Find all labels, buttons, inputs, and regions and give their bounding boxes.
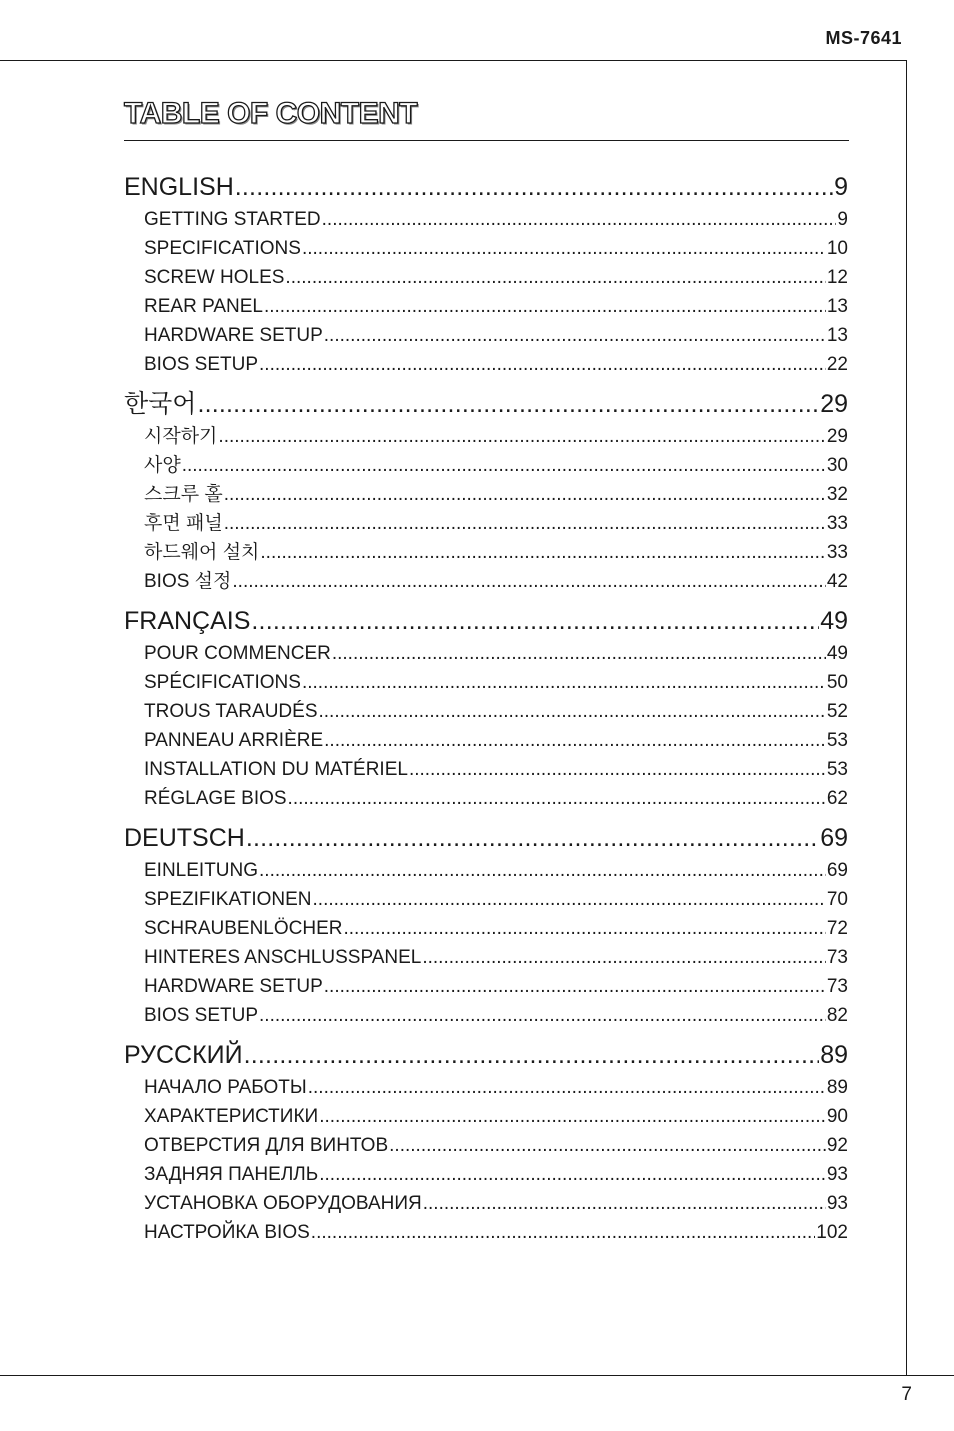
table-of-contents	[124, 170, 848, 1247]
toc-page-number: 62	[826, 788, 848, 809]
toc-entry-label: HARDWARE SETUP	[144, 325, 323, 346]
toc-page-number: 12	[826, 267, 848, 288]
toc-entry[interactable]	[124, 1189, 848, 1218]
toc-entry-label: ЗАДНЯЯ ПАНЕЛЛЬ	[144, 1164, 319, 1185]
toc-entry[interactable]	[124, 1102, 848, 1131]
dot-leader	[197, 387, 819, 422]
toc-section-title: DEUTSCH	[124, 824, 245, 852]
dot-leader	[232, 567, 825, 596]
toc-page-number: 30	[826, 455, 848, 476]
toc-page-number: 89	[826, 1077, 848, 1098]
toc-page-number: 72	[826, 918, 848, 939]
dot-leader	[319, 697, 826, 726]
toc-entry[interactable]	[124, 885, 848, 914]
toc-entry-main[interactable]	[124, 821, 848, 856]
toc-entry-label: GETTING STARTED	[144, 209, 321, 230]
toc-entry[interactable]	[124, 1001, 848, 1030]
dot-leader	[218, 422, 825, 451]
toc-entry-label: УСТАНОВКА ОБОРУДОВАНИЯ	[144, 1193, 422, 1214]
toc-page-number: 33	[826, 513, 848, 534]
toc-entry[interactable]	[124, 668, 848, 697]
toc-entry[interactable]	[124, 538, 848, 567]
dot-leader	[324, 321, 826, 350]
toc-section-title: ENGLISH	[124, 173, 234, 201]
toc-entry[interactable]	[124, 263, 848, 292]
page-title: TABLE OF CONTENT	[124, 97, 418, 130]
toc-section	[124, 1038, 848, 1247]
model-number: MS-7641	[825, 28, 902, 48]
toc-page-number: 82	[826, 1005, 848, 1026]
toc-entry[interactable]	[124, 567, 848, 596]
toc-entry[interactable]	[124, 856, 848, 885]
dot-leader	[260, 538, 825, 567]
toc-entry-label: SPECIFICATIONS	[144, 238, 301, 259]
toc-entry-label: НАЧАЛО РАБОТЫ	[144, 1077, 307, 1098]
toc-entry[interactable]	[124, 1131, 848, 1160]
toc-entry-label: SCREW HOLES	[144, 267, 285, 288]
dot-leader	[319, 1102, 826, 1131]
page-number: 7	[901, 1384, 912, 1405]
footer-rule	[0, 1375, 954, 1376]
toc-page-number: 69	[826, 860, 848, 881]
dot-leader	[324, 726, 826, 755]
toc-page-number: 92	[826, 1135, 848, 1156]
toc-entry[interactable]	[124, 234, 848, 263]
header-rule	[0, 60, 907, 61]
toc-entry-label: 시작하기	[144, 426, 218, 447]
toc-entry-label: 후면 패널	[144, 513, 223, 534]
toc-entry[interactable]	[124, 972, 848, 1001]
dot-leader	[224, 509, 826, 538]
toc-page-number: 89	[820, 1041, 848, 1069]
dot-leader	[313, 885, 826, 914]
toc-section	[124, 170, 848, 379]
toc-entry-label: BIOS SETUP	[144, 1005, 259, 1026]
dot-leader	[343, 914, 825, 943]
toc-section	[124, 821, 848, 1030]
toc-entry-label: POUR COMMENCER	[144, 643, 331, 664]
dot-leader	[244, 1038, 820, 1073]
toc-entry[interactable]	[124, 755, 848, 784]
toc-entry[interactable]	[124, 1218, 848, 1247]
toc-page-number: 73	[826, 947, 848, 968]
dot-leader	[182, 451, 826, 480]
toc-page-number: 69	[820, 824, 848, 852]
toc-entry-label: PANNEAU ARRIÈRE	[144, 730, 324, 751]
toc-entry[interactable]	[124, 321, 848, 350]
toc-entry[interactable]	[124, 726, 848, 755]
toc-page-number: 32	[826, 484, 848, 505]
toc-entry[interactable]	[124, 205, 848, 234]
toc-section-title: РУССКИЙ	[124, 1041, 243, 1069]
toc-page-number: 13	[826, 296, 848, 317]
toc-entry-main[interactable]	[124, 604, 848, 639]
toc-entry[interactable]	[124, 509, 848, 538]
toc-page-number: 29	[820, 390, 848, 418]
toc-entry[interactable]	[124, 350, 848, 379]
toc-entry-label: INSTALLATION DU MATÉRIEL	[144, 759, 408, 780]
dot-leader	[322, 205, 837, 234]
toc-page-number: 9	[834, 173, 848, 201]
toc-page-number: 33	[826, 542, 848, 563]
toc-entry[interactable]	[124, 292, 848, 321]
toc-entry-label: BIOS 설정	[144, 571, 232, 592]
toc-entry[interactable]	[124, 480, 848, 509]
toc-entry-label: SCHRAUBENLÖCHER	[144, 918, 343, 939]
toc-entry-label: НАСТРОЙКА BIOS	[144, 1222, 310, 1243]
toc-entry-label: ОТВЕРСТИЯ ДЛЯ ВИНТОВ	[144, 1135, 389, 1156]
dot-leader	[389, 1131, 826, 1160]
dot-leader	[259, 856, 826, 885]
toc-page-number: 49	[820, 607, 848, 635]
dot-leader	[288, 784, 826, 813]
toc-page-number: 53	[826, 730, 848, 751]
dot-leader	[409, 755, 826, 784]
dot-leader	[251, 604, 819, 639]
toc-section-title: FRANÇAIS	[124, 607, 251, 635]
dot-leader	[311, 1218, 816, 1247]
toc-section	[124, 604, 848, 813]
toc-entry-label: HINTERES ANSCHLUSSPANEL	[144, 947, 422, 968]
toc-page-number: 22	[826, 354, 848, 375]
dot-leader	[285, 263, 825, 292]
toc-entry-label: SPÉCIFICATIONS	[144, 672, 301, 693]
toc-page-number: 73	[826, 976, 848, 997]
toc-page-number: 29	[826, 426, 848, 447]
toc-entry-label: REAR PANEL	[144, 296, 263, 317]
toc-page-number: 13	[826, 325, 848, 346]
toc-section-title: 한국어	[124, 390, 197, 418]
toc-entry[interactable]	[124, 451, 848, 480]
dot-leader	[246, 821, 819, 856]
toc-entry-label: ХАРАКТЕРИСТИКИ	[144, 1106, 319, 1127]
toc-page-number: 53	[826, 759, 848, 780]
toc-entry[interactable]	[124, 639, 848, 668]
dot-leader	[224, 480, 826, 509]
dot-leader	[319, 1160, 826, 1189]
toc-page-number: 49	[826, 643, 848, 664]
toc-entry-label: 하드웨어 설치	[144, 542, 260, 563]
dot-leader	[259, 1001, 826, 1030]
toc-entry-label: SPEZIFIKATIONEN	[144, 889, 312, 910]
toc-entry-label: TROUS TARAUDÉS	[144, 701, 318, 722]
dot-leader	[423, 1189, 826, 1218]
toc-entry-label: RÉGLAGE BIOS	[144, 788, 287, 809]
toc-entry-label: 사양	[144, 455, 181, 476]
dot-leader	[235, 170, 833, 205]
dot-leader	[302, 234, 826, 263]
toc-page-number: 90	[826, 1106, 848, 1127]
margin-rule	[906, 60, 907, 1376]
toc-entry[interactable]	[124, 1073, 848, 1102]
toc-entry[interactable]	[124, 943, 848, 972]
toc-page-number: 70	[826, 889, 848, 910]
toc-entry[interactable]	[124, 914, 848, 943]
toc-page-number: 93	[826, 1164, 848, 1185]
toc-page-number: 50	[826, 672, 848, 693]
toc-section	[124, 387, 848, 596]
toc-entry-main[interactable]	[124, 170, 848, 205]
toc-entry-label: 스크루 홀	[144, 484, 223, 505]
toc-entry[interactable]	[124, 1160, 848, 1189]
toc-entry-label: HARDWARE SETUP	[144, 976, 323, 997]
dot-leader	[308, 1073, 826, 1102]
dot-leader	[302, 668, 826, 697]
toc-entry-label: BIOS SETUP	[144, 354, 259, 375]
toc-page-number: 102	[816, 1222, 848, 1243]
toc-entry-label: EINLEITUNG	[144, 860, 259, 881]
toc-page-number: 10	[826, 238, 848, 259]
toc-page-number: 9	[837, 209, 848, 230]
dot-leader	[324, 972, 826, 1001]
dot-leader	[332, 639, 826, 668]
toc-entry-main[interactable]	[124, 1038, 848, 1073]
toc-entry[interactable]	[124, 697, 848, 726]
toc-entry-main[interactable]	[124, 387, 848, 422]
toc-page-number: 52	[826, 701, 848, 722]
toc-entry[interactable]	[124, 422, 848, 451]
toc-page-number: 93	[826, 1193, 848, 1214]
dot-leader	[422, 943, 826, 972]
dot-leader	[264, 292, 826, 321]
toc-entry[interactable]	[124, 784, 848, 813]
title-rule	[124, 140, 849, 141]
toc-page-number: 42	[826, 571, 848, 592]
dot-leader	[259, 350, 826, 379]
